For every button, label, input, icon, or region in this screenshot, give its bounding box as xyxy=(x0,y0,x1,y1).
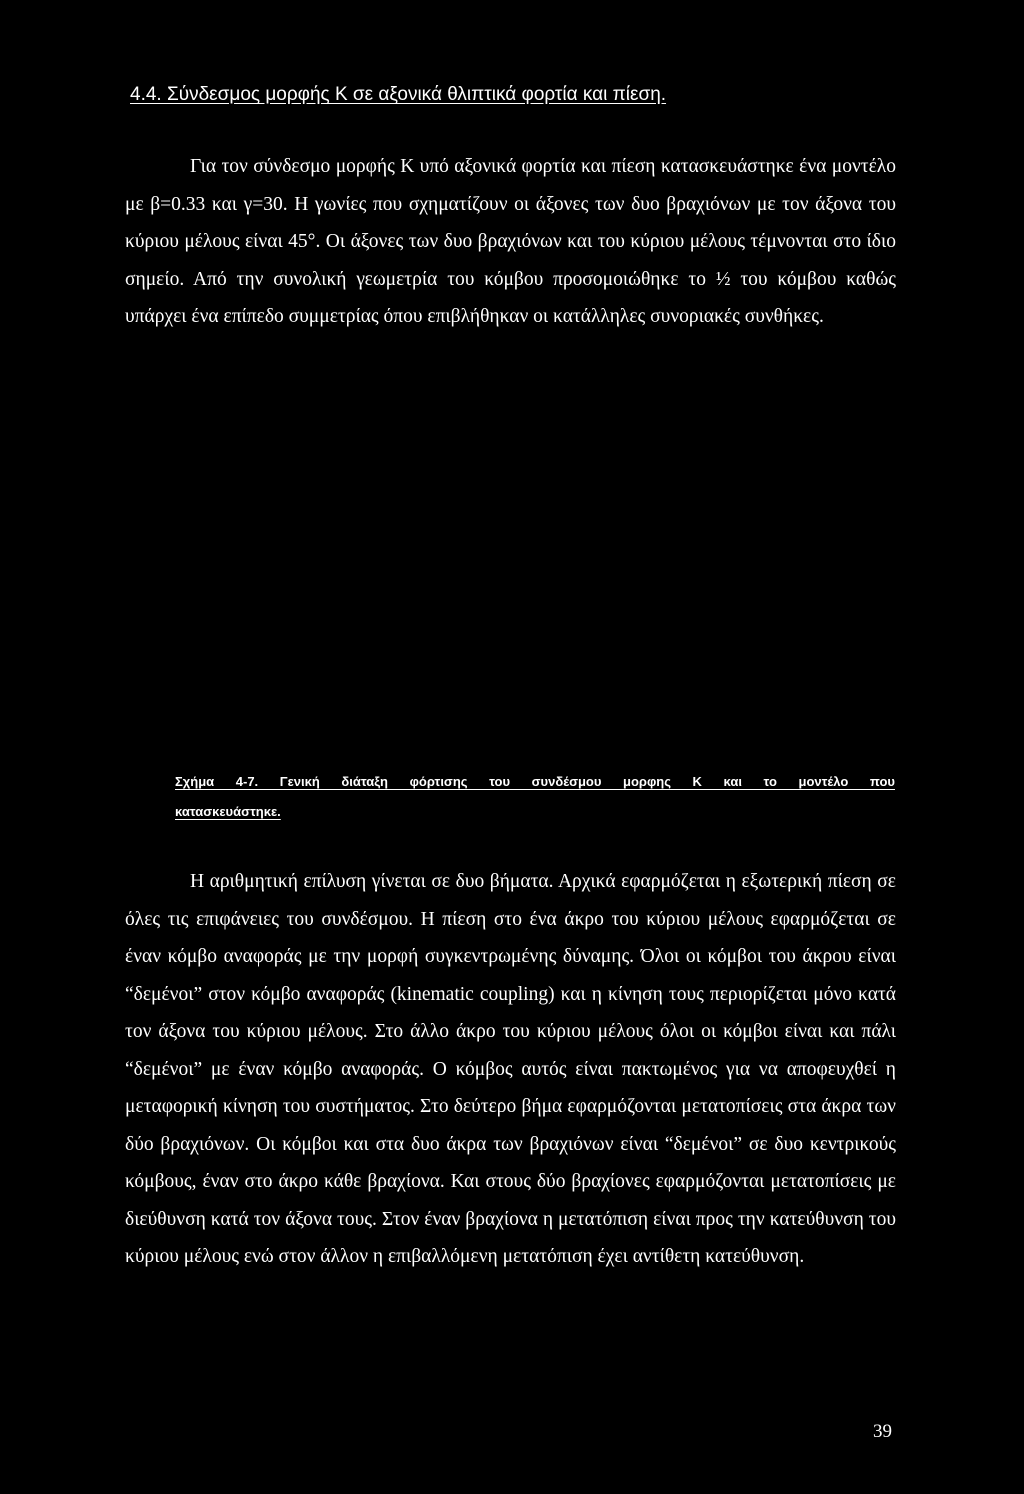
figure-caption-line-1: Σχήμα 4-7. Γενική διάταξη φόρτισης του συνδέσμου μορφης Κ και το μοντέλο που xyxy=(175,774,895,789)
numerical-solution-paragraph xyxy=(125,863,896,1276)
section-heading: 4.4. Σύνδεσμος μορφής Κ σε αξονικά θλιπτικά φορτία και πίεση. xyxy=(130,84,667,105)
figure-caption-line-2: κατασκευάστηκε. xyxy=(175,804,281,819)
figure-image-area xyxy=(125,392,896,752)
intro-paragraph xyxy=(125,148,896,336)
numerical-solution-paragraph-text: Η αριθμητική επίλυση γίνεται σε δυο βήματα. Αρχικά εφαρμόζεται η εξωτερική πίεση σε όλες τις επιφάνειες του συνδέσμου. Η πίεση στο ένα άκρο του κύριου μέλους εφαρμόζεται σε έναν κόμβο αναφοράς με την μορφή συγκεντρωμένης δύναμης. Όλοι οι κόμβοι του άκρου είναι “δεμένοι” στον κόμβο αναφοράς (kinematic coupling) και η κίνηση τους περιορίζεται μόνο κατά τον άξονα του κύριου μέλους. Στο άλλο άκρο του κύριου μέλους όλοι οι κόμβοι είναι και πάλι “δεμένοι” με έναν κόμβο αναφοράς. Ο κόμβος αυτός είναι πακτωμένος για να αποφευχθεί η μεταφορική κίνηση του συστήματος. Στο δεύτερο βήμα εφαρμόζονται μετατοπίσεις στα άκρα των δύο βραχιόνων. Οι κόμβοι και στα δυο άκρα των βραχιόνων είναι “δεμένοι” σε δυο κεντρικούς κόμβους, έναν στο άκρο κάθε βραχίονα. Και στους δύο βραχίονες εφαρμόζονται μετατοπίσεις με διεύθυνση κατά τον άξονα τους. Στον έναν βραχίονα η μετατόπιση είναι προς την κατεύθυνση του κύριου μέλους ενώ στον άλλον η επιβαλλόμενη μετατόπιση έχει αντίθετη κατεύθυνση. xyxy=(125,871,896,1267)
intro-paragraph-text: Για τον σύνδεσμο μορφής Κ υπό αξονικά φορτία και πίεση κατασκευάστηκε ένα μοντέλο με β=0.33 και γ=30. Η γωνίες που σχηματίζουν οι άξονες των δυο βραχιόνων με τον άξονα του κύριου μέλους είναι 45°. Οι άξονες των δυο βραχιόνων και του κύριου μέλους τέμνονται στο ίδιο σημείο. Από την συνολική γεωμετρία του κόμβου προσομοιώθηκε το ½ του κόμβου καθώς υπάρχει ένα επίπεδο συμμετρίας όπου επιβλήθηκαν οι κατάλληλες συνοριακές συνθήκες. xyxy=(125,156,896,327)
page-number: 39 xyxy=(873,1421,892,1442)
figure-caption xyxy=(175,767,895,827)
